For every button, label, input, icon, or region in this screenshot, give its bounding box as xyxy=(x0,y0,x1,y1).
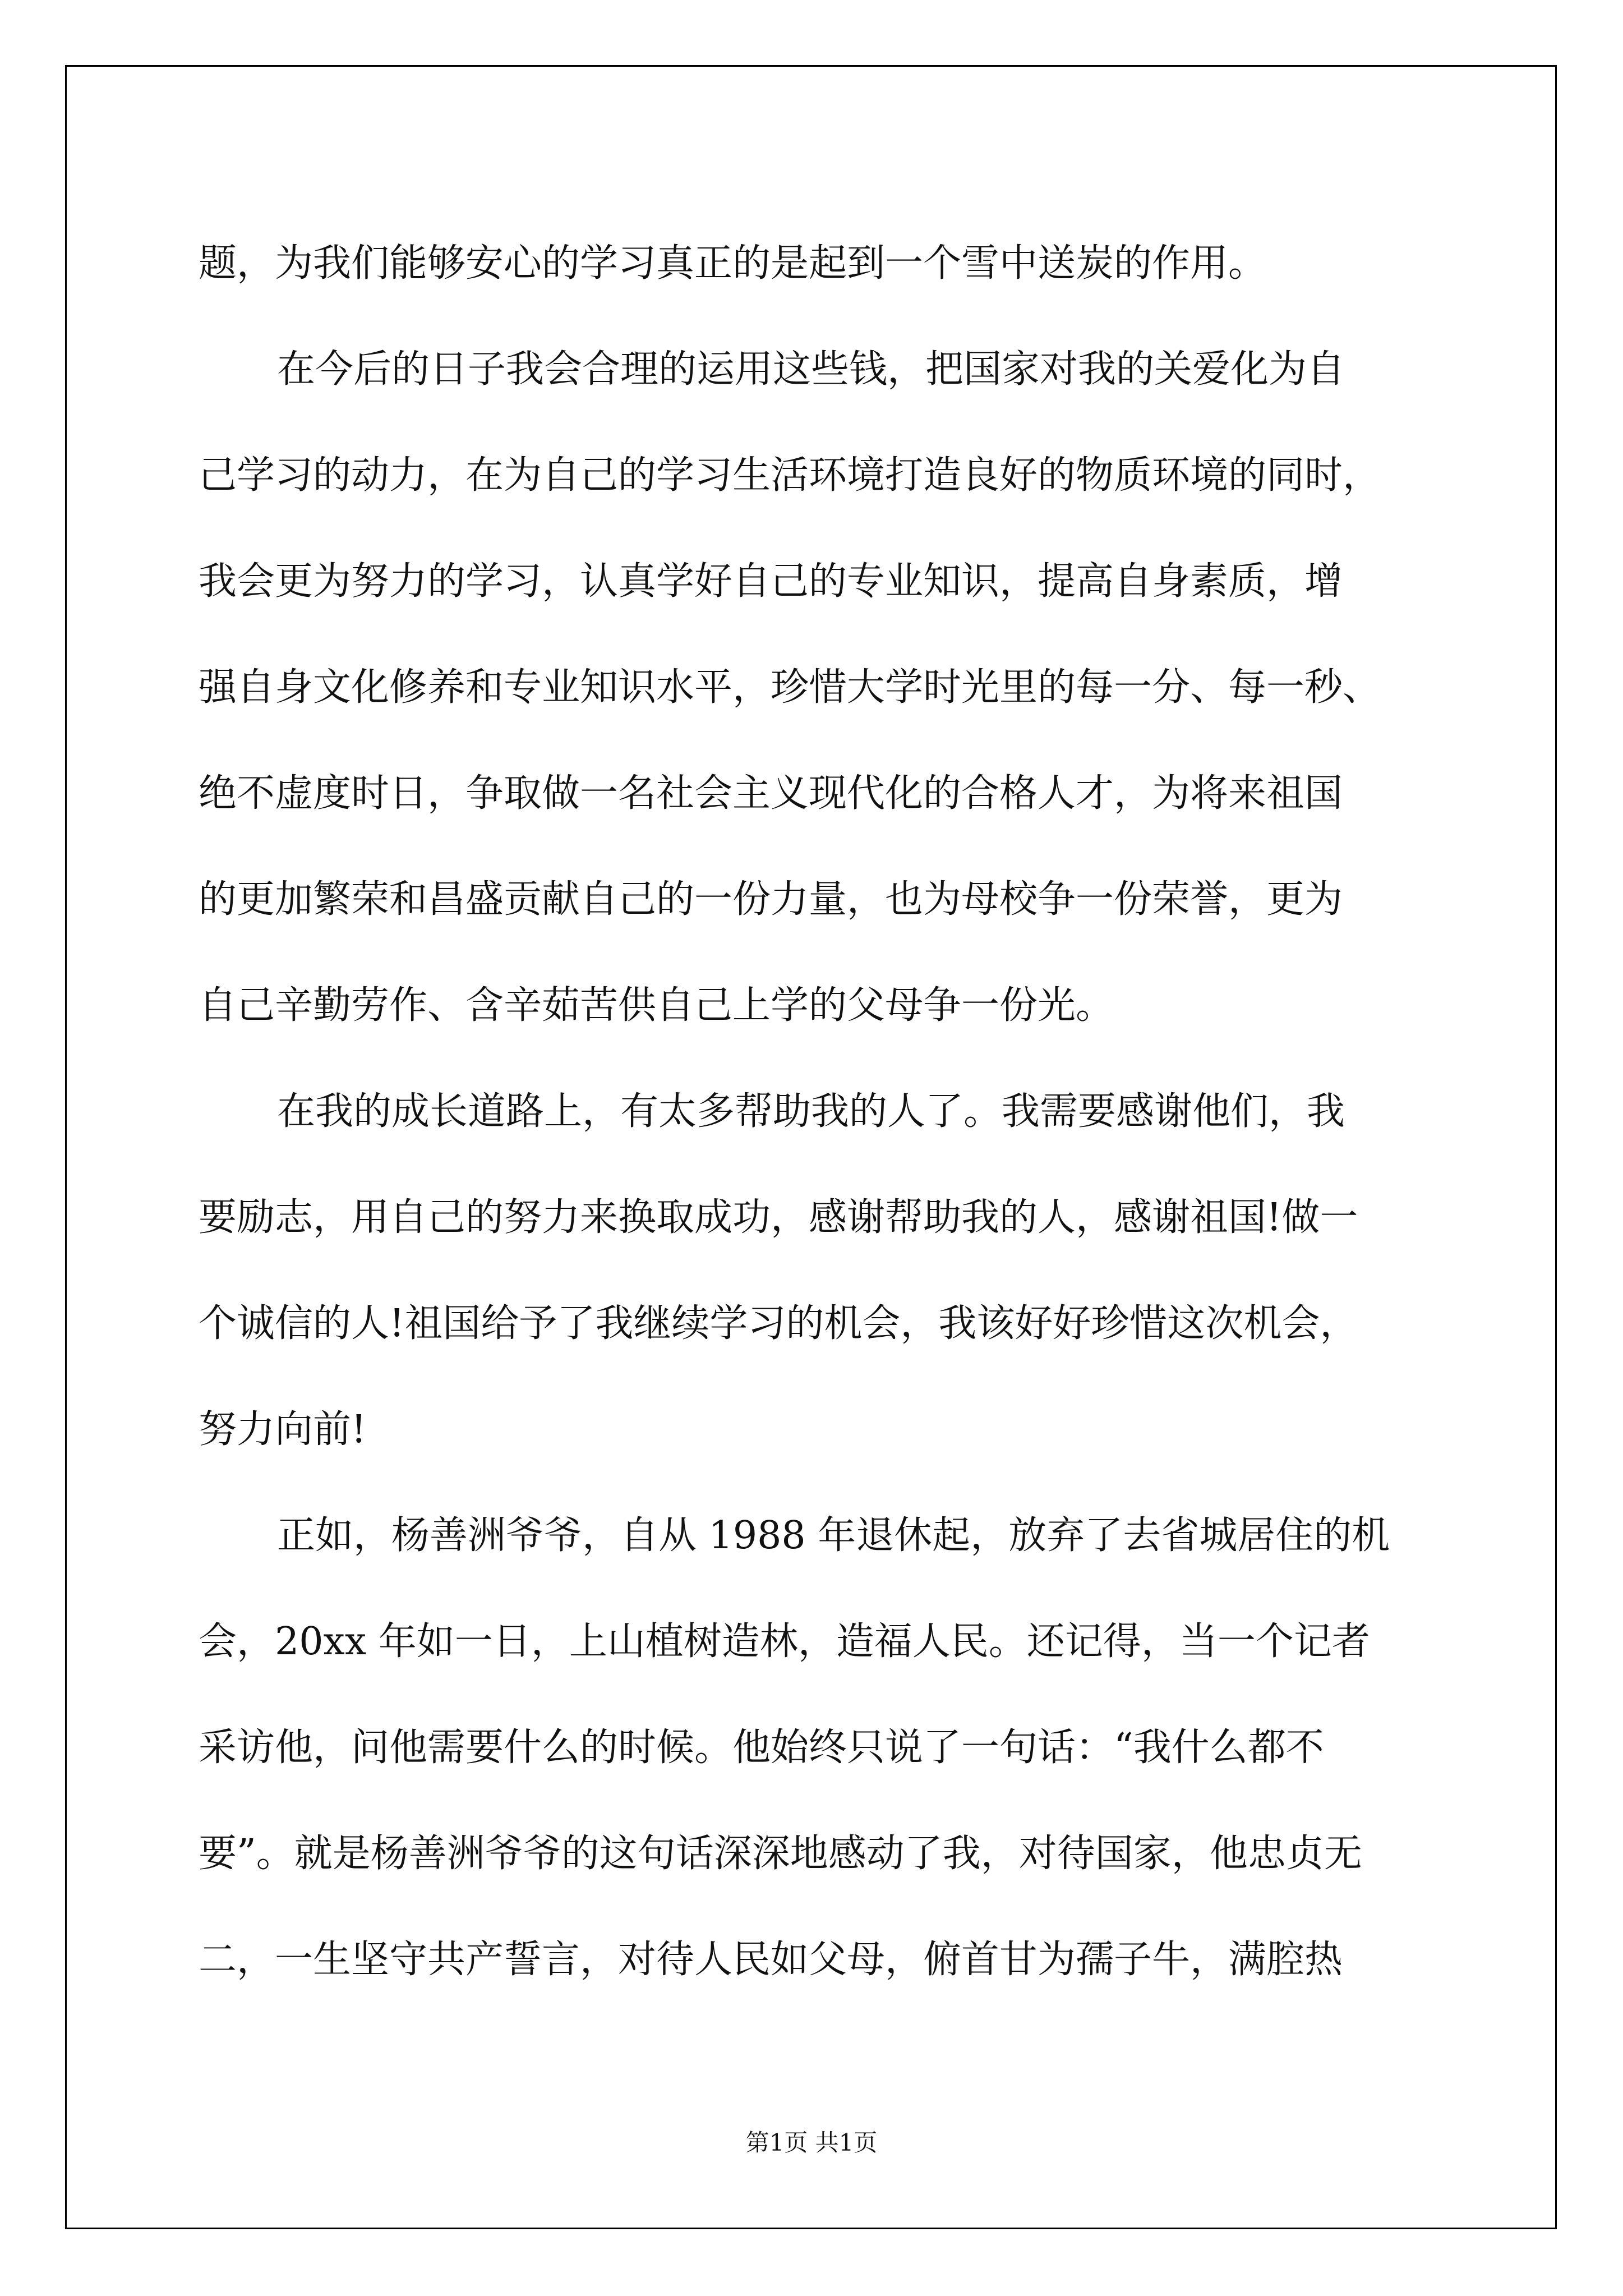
text-line: 自己辛勤劳作、含辛茹苦供自己上学的父母争一份光。 xyxy=(199,983,1114,1028)
text-line: 要励志，用自己的努力来换取成功，感谢帮助我的人，感谢祖国!做一 xyxy=(199,1195,1358,1240)
text-line: 绝不虚度时日，争取做一名社会主义现代化的合格人才，为将来祖国 xyxy=(199,771,1343,816)
text-line: 的更加繁荣和昌盛贡献自己的一份力量，也为母校争一份荣誉，更为 xyxy=(199,877,1343,922)
text-line: 采访他，问他需要什么的时候。他始终只说了一句话：“我什么都不 xyxy=(199,1726,1324,1770)
text-line: 个诚信的人!祖国给予了我继续学习的机会，我该好好珍惜这次机会， xyxy=(199,1301,1358,1346)
text-line: 在今后的日子我会合理的运用这些钱，把国家对我的关爱化为自 xyxy=(277,347,1345,392)
text-line: 强自身文化修养和专业知识水平，珍惜大学时光里的每一分、每一秒、 xyxy=(199,665,1381,710)
text-line: 我会更为努力的学习，认真学好自己的专业知识，提高自身素质，增 xyxy=(199,559,1343,604)
text-line: 努力向前! xyxy=(199,1407,367,1452)
text-line: 要”。就是杨善洲爷爷的这句话深深地感动了我，对待国家，他忠贞无 xyxy=(199,1832,1362,1876)
text-line: 会，20xx 年如一日，上山植树造林，造福人民。还记得，当一个记者 xyxy=(199,1619,1370,1664)
page-footer: 第1页 共1页 xyxy=(745,2129,878,2156)
text-line: 己学习的动力，在为自己的学习生活环境打造良好的物质环境的同时， xyxy=(199,453,1381,498)
text-line: 二，一生坚守共产誓言，对待人民如父母，俯首甘为孺子牛，满腔热 xyxy=(199,1938,1343,1982)
document-body xyxy=(199,210,1424,2013)
text-line: 题，为我们能够安心的学习真正的是起到一个雪中送炭的作用。 xyxy=(199,241,1267,286)
text-line: 在我的成长道路上，有太多帮助我的人了。我需要感谢他们，我 xyxy=(277,1089,1345,1134)
text-line: 正如，杨善洲爷爷，自从 1988 年退休起，放弃了去省城居住的机 xyxy=(277,1513,1390,1558)
